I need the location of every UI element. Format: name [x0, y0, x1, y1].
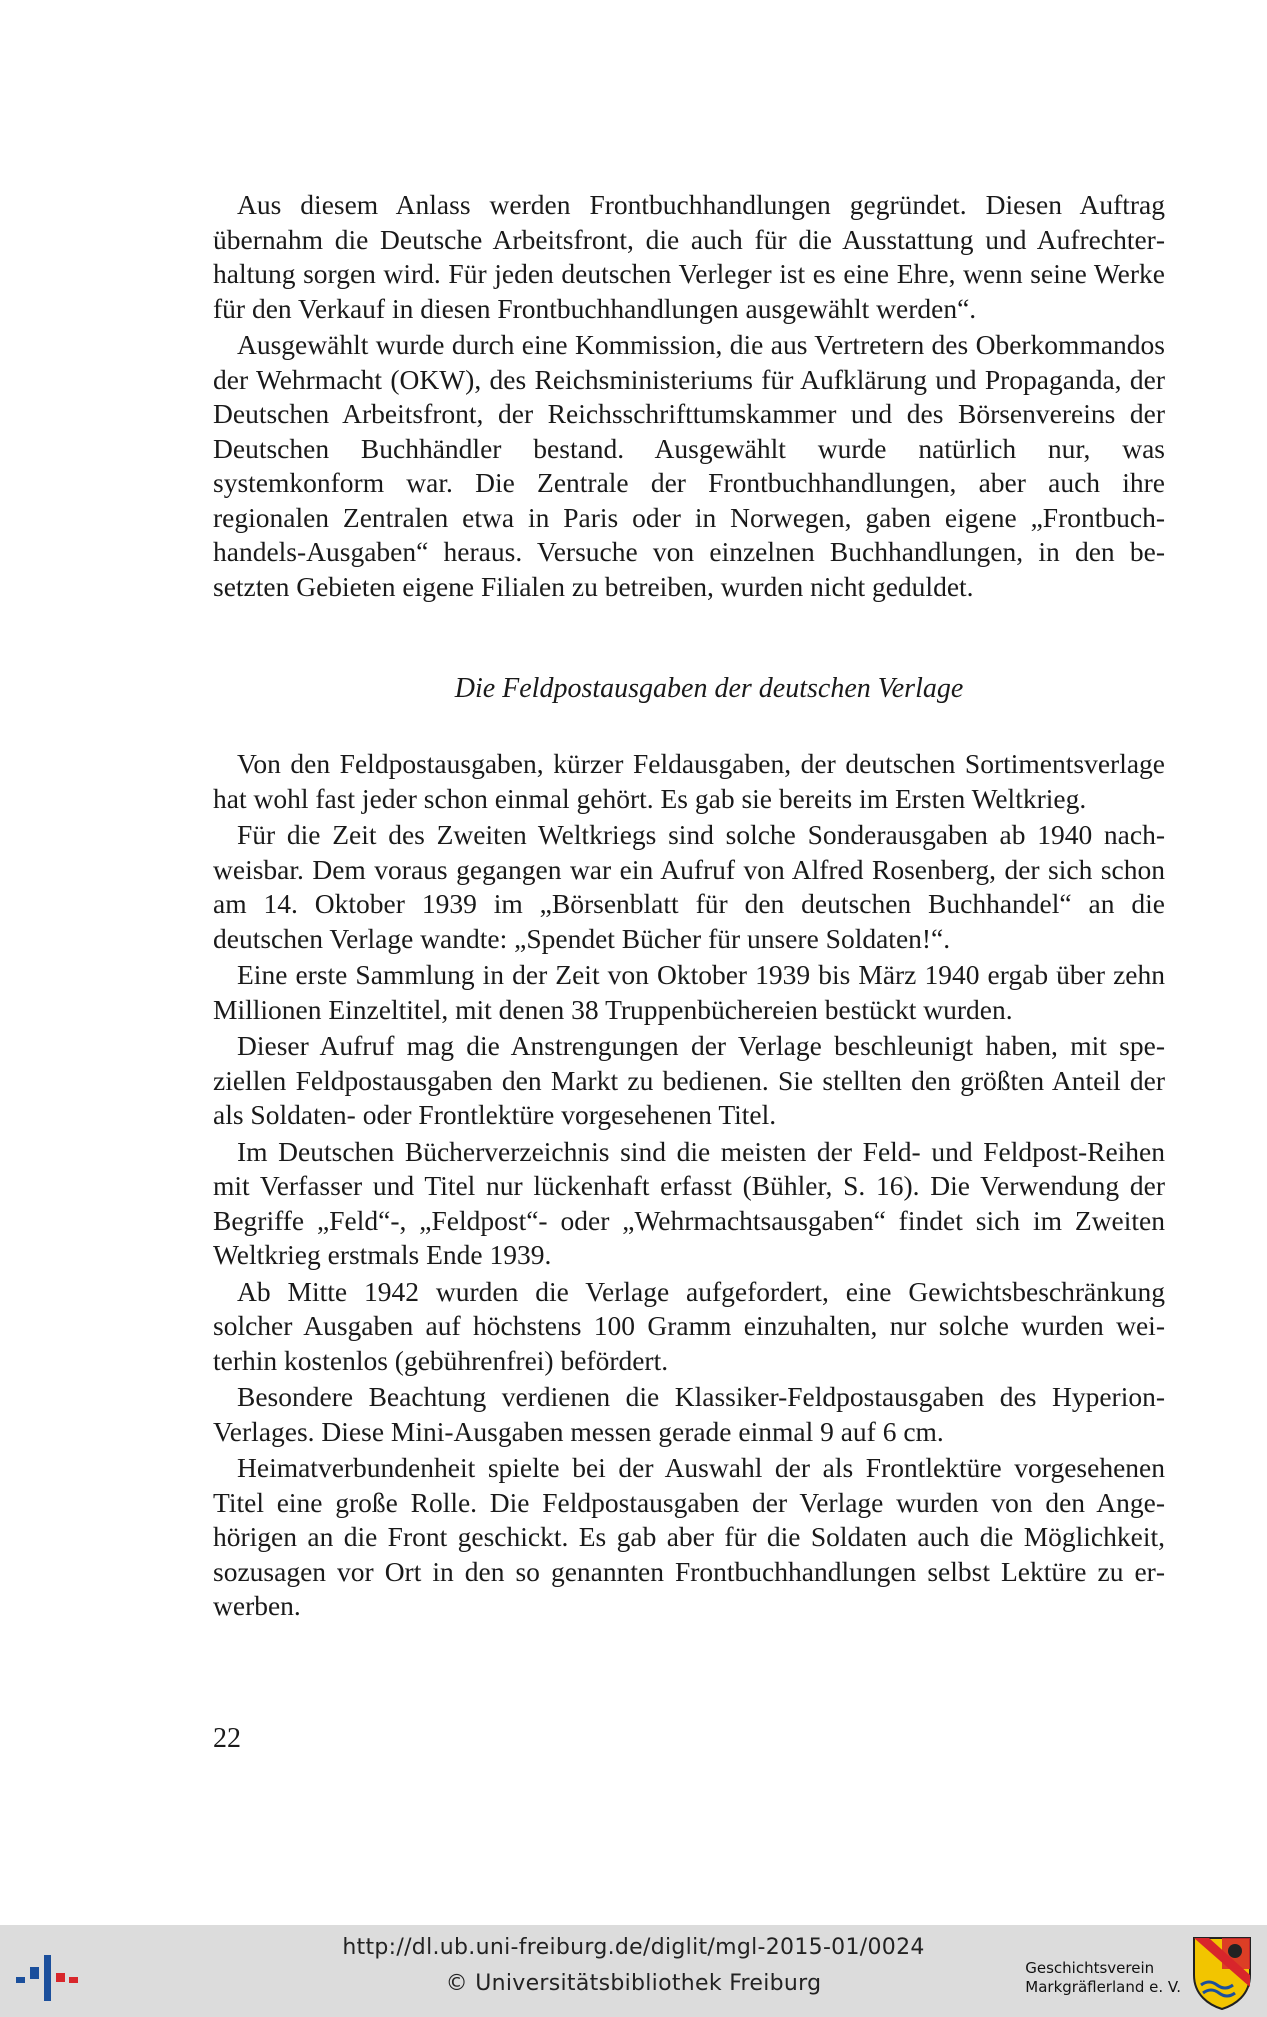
paragraph: Aus diesem Anlass werden Frontbuchhandlungen gegründet. Diesen Auftrag übernahm die Deutsche Arbeitsfront, die auch für die Ausstattung und Aufrechterhaltung sorgen wird. Für jeden deutschen Verleger ist es eine Ehre, wenn seine Werke für den Verkauf in diesen Frontbuchhandlungen ausgewählt werden“.	[213, 189, 1165, 324]
society-name	[1025, 1959, 1181, 1997]
source-url-link[interactable]: http://dl.ub.uni-freiburg.de/diglit/mgl-2015-01/0024	[342, 1935, 925, 1960]
paragraph: Eine erste Sammlung in der Zeit von Oktober 1939 bis März 1940 ergab über zehn Millionen Einzeltitel, mit denen 38 Truppenbüchereien bestückt wurden.	[213, 959, 1165, 1025]
copyright-text: © Universitätsbibliothek Freiburg	[445, 1971, 822, 1996]
section-heading: Die Feldpostausgaben der deutschen Verlage	[454, 673, 964, 704]
text-block-top	[213, 188, 1165, 604]
paragraph: Von den Feldpostausgaben, kürzer Feldausgaben, der deutschen Sortimentsverlage hat wohl fast jeder schon einmal gehört. Es gab sie bereits im Ersten Weltkrieg.	[213, 748, 1165, 814]
paragraph: Besondere Beachtung verdienen die Klassiker-Feldpostausgaben des Hyperion-Verlages. Diese Mini-Ausgaben messen gerade einmal 9 auf 6 cm.	[213, 1381, 1165, 1447]
paragraph: Dieser Aufruf mag die Anstrengungen der Verlage beschleunigt haben, mit speziellen Feldpostausgaben den Markt zu bedienen. Sie stellten den größten Anteil der als Soldaten- oder Frontlektüre vorgesehenen Titel.	[213, 1030, 1165, 1130]
society-line-2: Markgräflerland e. V.	[1025, 1978, 1181, 1996]
coat-of-arms-icon	[1191, 1935, 1253, 2011]
paragraph: Im Deutschen Bücherverzeichnis sind die meisten der Feld- und Feldpost-Reihen mit Verfasser und Titel nur lückenhaft erfasst (Bühler, S. 16). Die Verwendung der Begriffe „Feld“-, „Feldpost“- oder „Wehrmachtsausgaben“ findet sich im Zweiten Weltkrieg erstmals Ende 1939.	[213, 1135, 1165, 1270]
paragraph: Heimatverbundenheit spielte bei der Auswahl der als Frontlektüre vorgesehenen Titel eine große Rolle. Die Feldpostausgaben der Verlage wurden von den Angehörigen an die Front geschickt. Es gab aber für die Soldaten auch die Möglichkeit, sozusagen vor Ort in den so genannten Frontbuchhandlungen selbst Lektüre zu erwerben.	[213, 1452, 1165, 1621]
paragraph: Ausgewählt wurde durch eine Kommission, die aus Vertretern des Oberkommandos der Wehrmacht (OKW), des Reichsministeriums für Aufklärung und Propaganda, der Deutschen Arbeitsfront, der Reichsschrifttumskammer und des Börsenvereins der Deutschen Buchhändler bestand. Ausgewählt wurde natürlich nur, was systemkonform war. Die Zentrale der Frontbuchhandlungen, aber auch ihre regionalen Zentralen etwa in Paris oder in Norwegen, gaben eigene „Frontbuchhandels-Ausgaben“ heraus. Versuche von einzelnen Buchhandlungen, in den besetzten Gebieten eigene Filialen zu betreiben, wurden nicht geduldet.	[213, 329, 1165, 602]
page-number: 22	[213, 1723, 241, 1754]
footer-bar	[0, 1925, 1267, 2017]
society-line-1: Geschichtsverein	[1025, 1959, 1155, 1977]
paragraph: Für die Zeit des Zweiten Weltkriegs sind solche Sonderausgaben ab 1940 nachweisbar. Dem voraus gegangen war ein Aufruf von Alfred Rosenberg, der sich schon am 14. Oktober 1939 im „Börsenblatt für den deutschen Buchhandel“ an die deutschen Verlage wandte: „Spendet Bücher für unsere Soldaten!“.	[213, 819, 1165, 954]
paragraph: Ab Mitte 1942 wurden die Verlage aufgefordert, eine Gewichtsbeschränkung solcher Ausgaben auf höchstens 100 Gramm einzuhalten, nur solche wurden weiterhin kostenlos (gebührenfrei) befördert.	[213, 1275, 1165, 1376]
text-block-bottom	[213, 747, 1165, 1624]
